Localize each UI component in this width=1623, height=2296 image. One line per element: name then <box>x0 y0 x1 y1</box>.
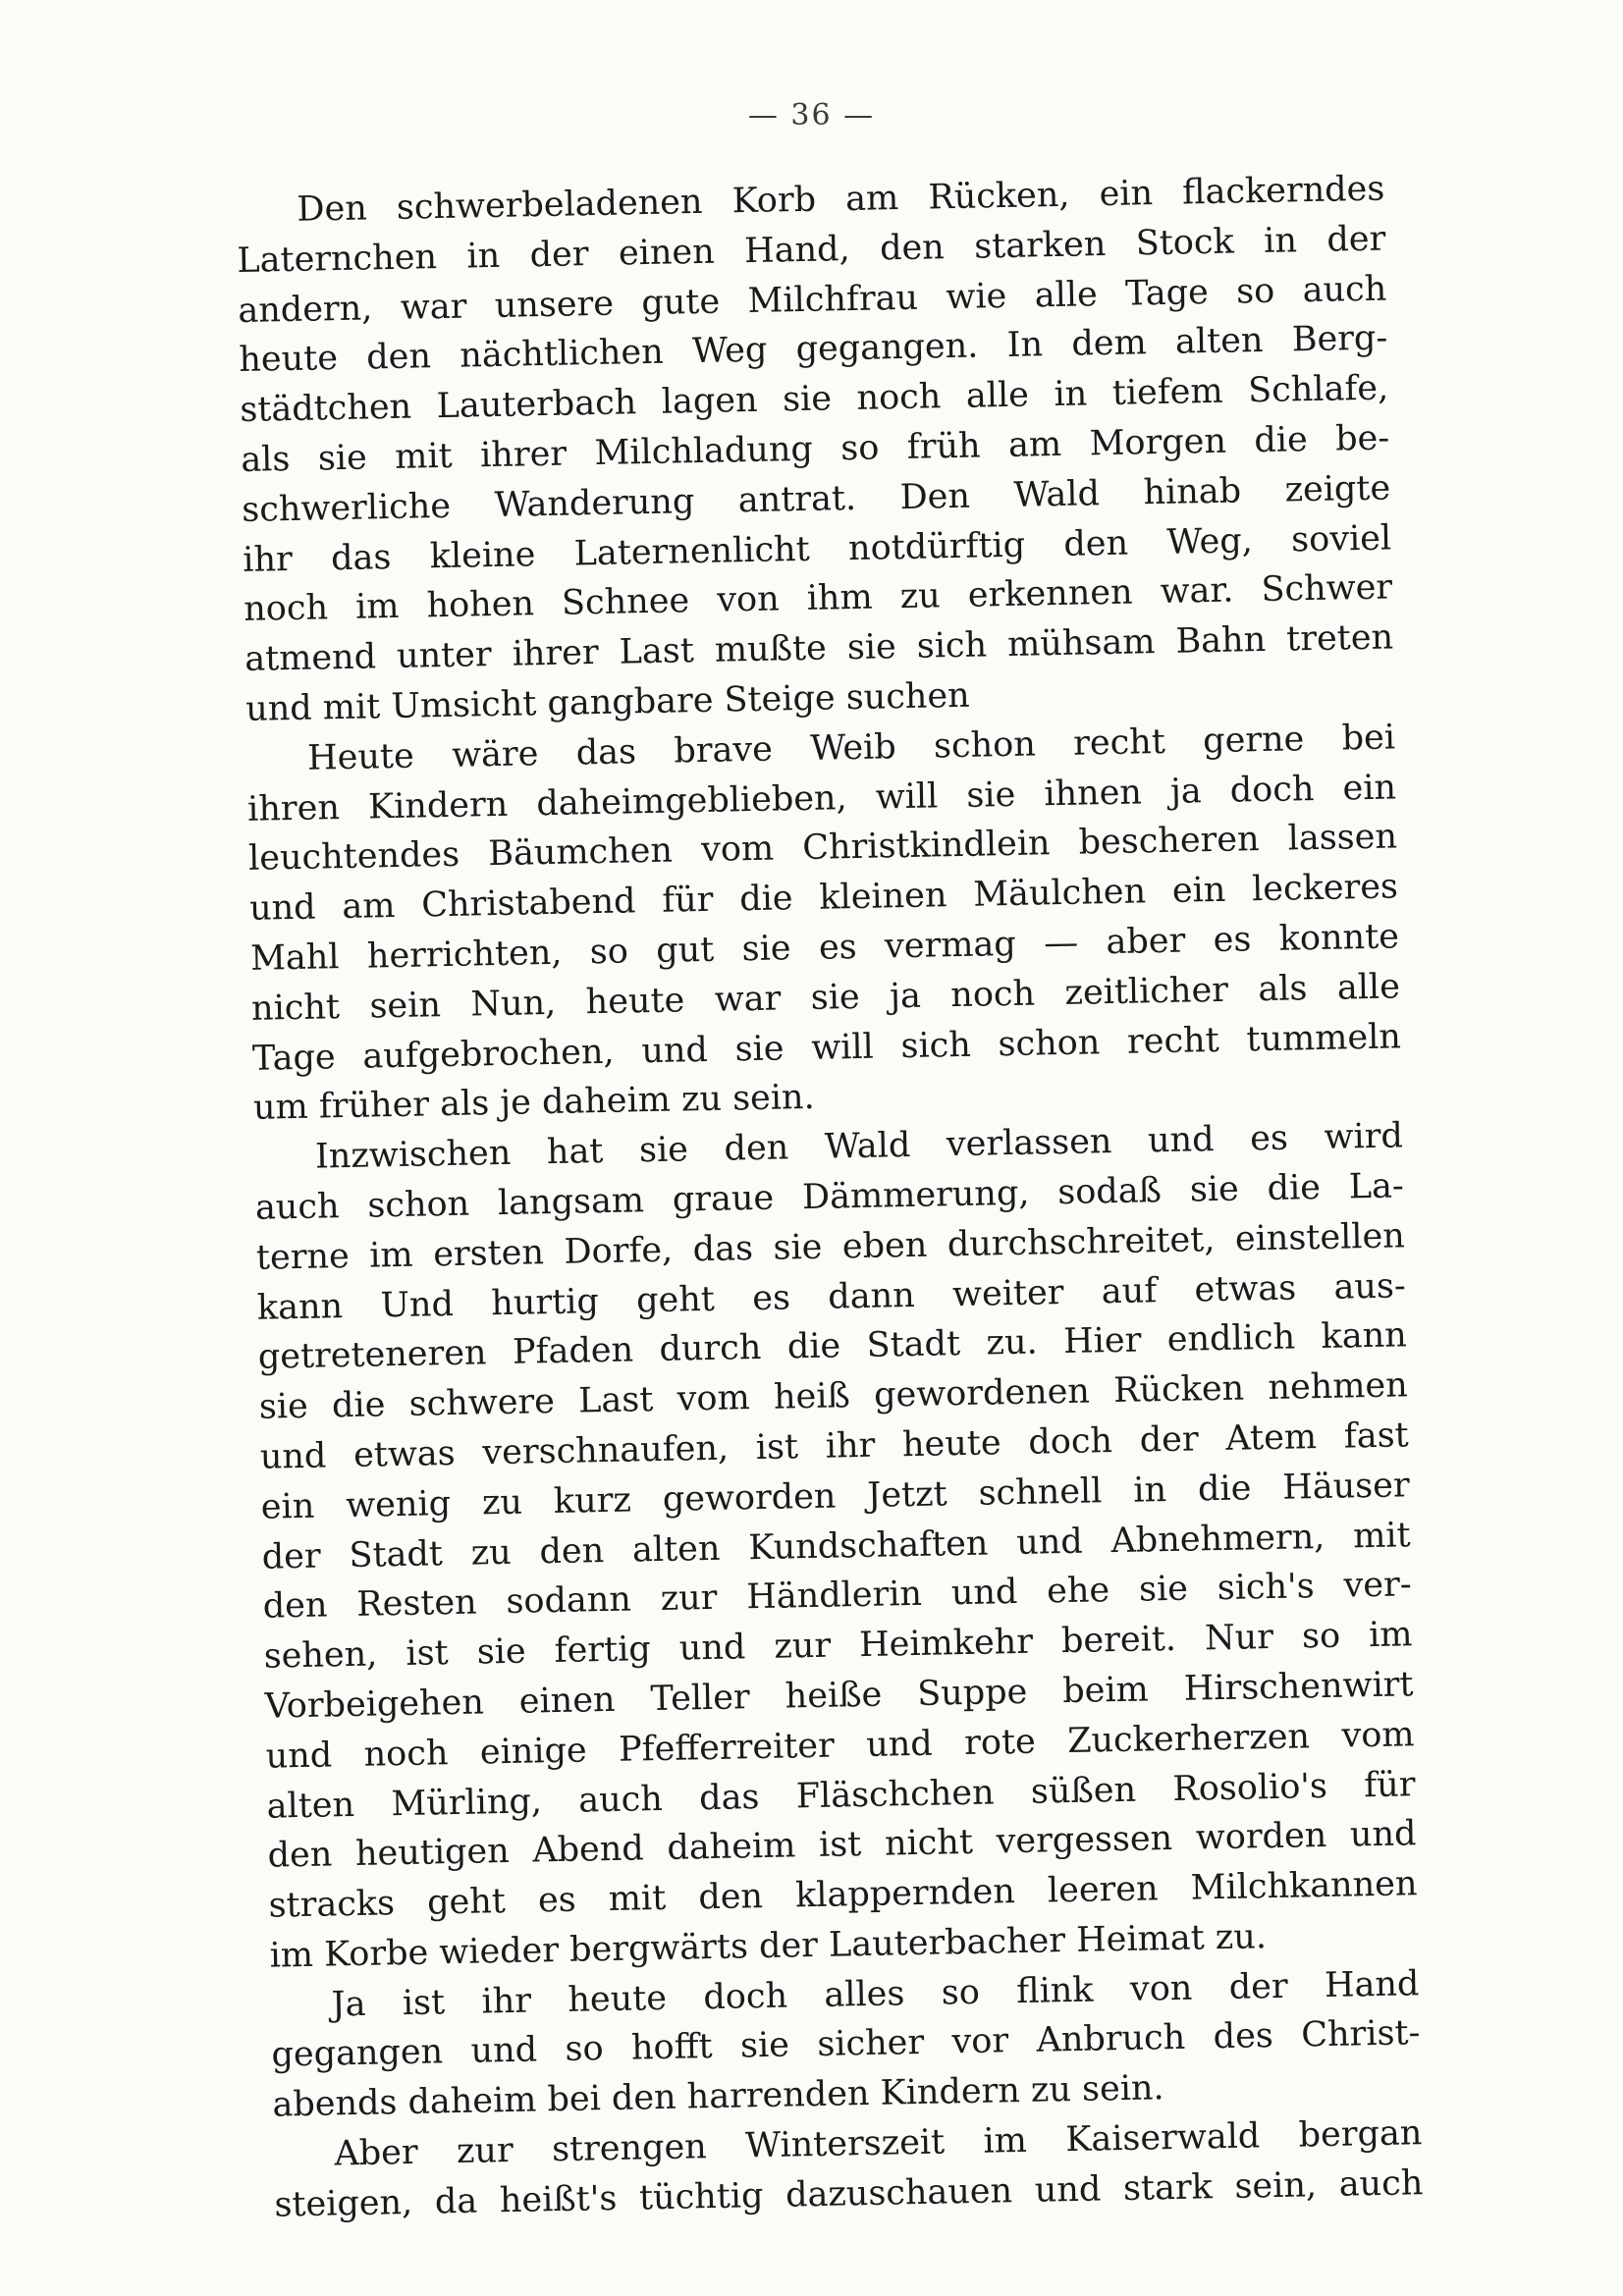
text-line: ihren Kindern daheimgeblieben, will sie ihnen ja doch ein <box>246 767 1397 829</box>
text-line: und mit Umsicht gangbare Steige suchen <box>244 675 970 729</box>
text-line: sehen, ist sie fertig und zur Heimkehr bereit. Nur so im <box>263 1615 1413 1677</box>
text-line: sie die schwere Last vom heiß gewordenen Rücken nehmen <box>258 1365 1409 1427</box>
text-line: und am Christabend für die kleinen Mäulchen ein leckeres <box>248 867 1399 930</box>
text-line: Vorbeigehen einen Teller heiße Suppe beim Hirschenwirt <box>264 1665 1414 1727</box>
text-line: städtchen Lauterbach lagen sie noch alle in tiefem Schlafe, <box>239 368 1389 431</box>
text-line: alten Mürling, auch das Fläschchen süßen Rosolio's für <box>266 1764 1416 1827</box>
text-line: ihr das kleine Laternenlicht notdürftig den Weg, soviel <box>242 518 1392 580</box>
text-line: Den schwerbeladenen Korb am Rücken, ein flackerndes <box>297 169 1385 230</box>
text-line: Laternchen in der einen Hand, den starken Stock in der <box>237 219 1386 281</box>
text-line: Aber zur strengen Winterszeit im Kaiserwald bergan <box>334 2113 1423 2174</box>
page-number: — 36 — <box>747 98 876 133</box>
text-line: im Korbe wieder bergwärts der Lauterbacher Heimat zu. <box>269 1917 1268 1976</box>
body-text <box>236 165 1424 2231</box>
text-line: terne im ersten Dorfe, das sie eben durchschreitet, einstellen <box>255 1216 1406 1278</box>
text-line: Inzwischen hat sie den Wald verlassen und es wird <box>314 1116 1404 1177</box>
text-line: auch schon langsam graue Dämmerung, sodaß sie die La- <box>254 1166 1405 1228</box>
text-line: und etwas verschnaufen, ist ihr heute doch der Atem fast <box>259 1415 1410 1477</box>
text-line: um früher als je daheim zu sein. <box>252 1078 816 1129</box>
text-line: kann Und hurtig geht es dann weiter auf etwas aus- <box>256 1265 1407 1328</box>
text-line: den heutigen Abend daheim ist nicht vergessen worden und <box>267 1814 1417 1876</box>
text-line: noch im hohen Schnee von ihm zu erkennen war. Schwer <box>243 567 1393 630</box>
text-line: heute den nächtlichen Weg gegangen. In dem alten Berg- <box>239 318 1388 381</box>
text-line: nicht sein Nun, heute war sie ja noch zeitlicher als alle <box>250 967 1401 1029</box>
text-line: gegangen und so hofft sie sicher vor Anbruch des Christ- <box>271 2013 1421 2076</box>
text-line: Mahl herrichten, so gut sie es vermag — aber es konnte <box>249 917 1400 979</box>
text-line: der Stadt zu den alten Kundschaften und Abnehmern, mit <box>261 1515 1411 1577</box>
text-line: und noch einige Pfefferreiter und rote Zuckerherzen vom <box>265 1714 1415 1777</box>
text-line: ein wenig zu kurz geworden Jetzt schnell in die Häuser <box>260 1466 1411 1527</box>
text-line: Heute wäre das brave Weib schon recht gerne bei <box>306 718 1396 778</box>
text-line: atmend unter ihrer Last mußte sie sich mühsam Bahn treten <box>243 617 1394 680</box>
text-line: den Resten sodann zur Händlerin und ehe sie sich's ver- <box>262 1565 1412 1628</box>
text-line: leuchtendes Bäumchen vom Christkindlein bescheren lassen <box>247 817 1398 880</box>
text-line: Ja ist ihr heute doch alles so flink von der Hand <box>331 1963 1420 2025</box>
text-line: getreteneren Pfaden durch die Stadt zu. Hier endlich kann <box>257 1315 1408 1378</box>
text-line: stracks geht es mit den klappernden leeren Milchkannen <box>268 1864 1418 1926</box>
text-line: schwerliche Wanderung antrat. Den Wald hinab zeigte <box>241 468 1391 530</box>
text-line: als sie mit ihrer Milchladung so früh am Morgen die be- <box>240 418 1390 480</box>
text-line: steigen, da heißt's tüchtig dazuschauen und stark sein, auch <box>274 2163 1424 2225</box>
text-line: abends daheim bei den harrenden Kindern zu sein. <box>272 2068 1164 2125</box>
text-line: Tage aufgebrochen, und sie will sich schon recht tummeln <box>251 1016 1402 1079</box>
text-line: andern, war unsere gute Milchfrau wie alle Tage so auch <box>238 269 1387 331</box>
